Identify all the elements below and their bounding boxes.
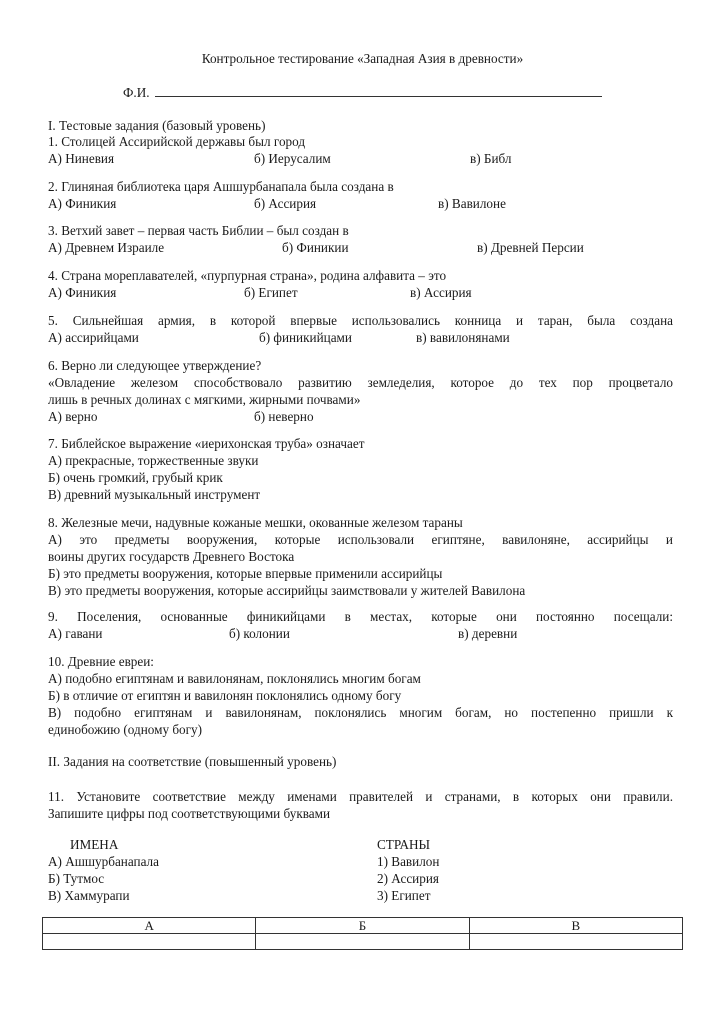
country-item: 1) Вавилон: [377, 854, 440, 869]
answer-table-header-row: [43, 918, 683, 934]
answer-cell-c[interactable]: [469, 934, 682, 950]
question-11-text-line-1: 11. Установите соответствие между именами правителей и странами, в которых они правили.: [48, 789, 673, 804]
question-2-options: [48, 195, 673, 212]
question-4: [48, 267, 673, 301]
question-8-text: 8. Железные мечи, надувные кожаные мешки, окованные железом тараны: [48, 515, 463, 530]
name-item: Б) Тутмос: [48, 871, 105, 886]
option-b[interactable]: Б) это предметы вооружения, которые впервые применили ассирийцы: [48, 566, 443, 581]
option-a[interactable]: А) верно: [48, 409, 98, 424]
question-9-text: 9. Поселения, основанные финикийцами в местах, которые они постоянно посещали:: [48, 609, 673, 624]
option-b[interactable]: б) финикийцами: [259, 330, 352, 345]
question-4-text: 4. Страна мореплавателей, «пурпурная страна», родина алфавита – это: [48, 268, 447, 283]
option-a[interactable]: А) Финикия: [48, 196, 117, 211]
name-field-label: Ф.И.: [123, 85, 150, 100]
option-c-line-2[interactable]: единобожию (одному богу): [48, 722, 203, 737]
section-1-heading: I. Тестовые задания (базовый уровень): [48, 118, 266, 133]
option-b[interactable]: б) Ассирия: [254, 196, 317, 211]
name-item: В) Хаммурапи: [48, 888, 130, 903]
option-c[interactable]: в) вавилонянами: [416, 330, 510, 345]
option-a[interactable]: А) Древнем Израиле: [48, 240, 165, 255]
question-7-text: 7. Библейское выражение «иерихонская труба» означает: [48, 436, 365, 451]
country-item: 3) Египет: [377, 888, 431, 903]
question-6-options: [48, 408, 673, 425]
option-a[interactable]: А) Ниневия: [48, 151, 115, 166]
question-5-text: 5. Сильнейшая армия, в которой впервые использовались конница и таран, была создана: [48, 313, 673, 328]
question-10-text: 10. Древние евреи:: [48, 654, 154, 669]
question-8: [48, 514, 673, 599]
option-c[interactable]: в) Ассирия: [410, 285, 472, 300]
question-7: [48, 435, 673, 503]
question-11-text-line-2: Запишите цифры под соответствующими буквами: [48, 806, 331, 821]
option-a-line-1[interactable]: А) это предметы вооружения, которые использовали египтяне, вавилоняне, ассирийцы и: [48, 532, 673, 547]
column-header-a: А: [43, 918, 256, 934]
option-a[interactable]: А) ассирийцами: [48, 330, 139, 345]
option-c[interactable]: в) Вавилоне: [438, 196, 506, 211]
question-4-options: [48, 284, 673, 301]
question-3-options: [48, 239, 673, 256]
option-a[interactable]: А) подобно египтянам и вавилонянам, поклонялись многим богам: [48, 671, 421, 686]
option-b[interactable]: б) Финикии: [282, 240, 349, 255]
question-6-statement-line-2: лишь в речных долинах с мягкими, жирными почвами»: [48, 392, 361, 407]
option-b[interactable]: Б) в отличие от египтян и вавилонян поклонялись одному богу: [48, 688, 402, 703]
name-field-line[interactable]: [155, 96, 602, 97]
option-c-line-1[interactable]: В) подобно египтянам и вавилонянам, поклонялись многим богам, но постепенно пришли к: [48, 705, 673, 720]
answer-cell-a[interactable]: [43, 934, 256, 950]
question-3-text: 3. Ветхий завет – первая часть Библии – был создан в: [48, 223, 349, 238]
question-10: [48, 653, 673, 738]
question-9-options: [48, 625, 673, 642]
option-c[interactable]: В) древний музыкальный инструмент: [48, 487, 261, 502]
column-header-b: Б: [256, 918, 469, 934]
option-b[interactable]: Б) очень громкий, грубый крик: [48, 470, 223, 485]
question-6: [48, 357, 673, 425]
question-6-text: 6. Верно ли следующее утверждение?: [48, 358, 262, 373]
option-b[interactable]: б) неверно: [254, 409, 314, 424]
question-5: [48, 312, 673, 346]
question-5-options: [48, 329, 673, 346]
option-a[interactable]: А) гавани: [48, 626, 103, 641]
country-item: 2) Ассирия: [377, 871, 439, 886]
option-c[interactable]: В) это предметы вооружения, которые ассирийцы заимствовали у жителей Вавилона: [48, 583, 526, 598]
option-b[interactable]: б) Египет: [244, 285, 298, 300]
question-1: [48, 133, 673, 167]
option-c[interactable]: в) Библ: [470, 151, 512, 166]
question-1-options: [48, 150, 673, 167]
option-c[interactable]: в) Древней Персии: [477, 240, 584, 255]
question-11: [48, 788, 673, 822]
option-a[interactable]: А) прекрасные, торжественные звуки: [48, 453, 259, 468]
question-2-text: 2. Глиняная библиотека царя Ашшурбанапала была создана в: [48, 179, 394, 194]
section-2-heading: II. Задания на соответствие (повышенный уровень): [48, 754, 337, 769]
question-9: [48, 608, 673, 642]
question-1-text: 1. Столицей Ассирийской державы был город: [48, 134, 306, 149]
question-6-statement-line-1: «Овладение железом способствовало развитию земледелия, которое до тех пор процветало: [48, 375, 673, 390]
option-b[interactable]: б) колонии: [229, 626, 290, 641]
option-a-line-2[interactable]: воины других государств Древнего Востока: [48, 549, 295, 564]
column-header-c: В: [469, 918, 682, 934]
answer-table-input-row: [43, 934, 683, 950]
answer-cell-b[interactable]: [256, 934, 469, 950]
page-title: Контрольное тестирование «Западная Азия в древности»: [201, 51, 524, 66]
question-2: [48, 178, 673, 212]
question-3: [48, 222, 673, 256]
option-b[interactable]: б) Иерусалим: [254, 151, 331, 166]
answer-table: [42, 917, 683, 950]
countries-header: СТРАНЫ: [377, 837, 431, 852]
option-c[interactable]: в) деревни: [458, 626, 518, 641]
name-item: А) Ашшурбанапала: [48, 854, 159, 869]
option-a[interactable]: А) Финикия: [48, 285, 117, 300]
names-header: ИМЕНА: [70, 837, 119, 852]
